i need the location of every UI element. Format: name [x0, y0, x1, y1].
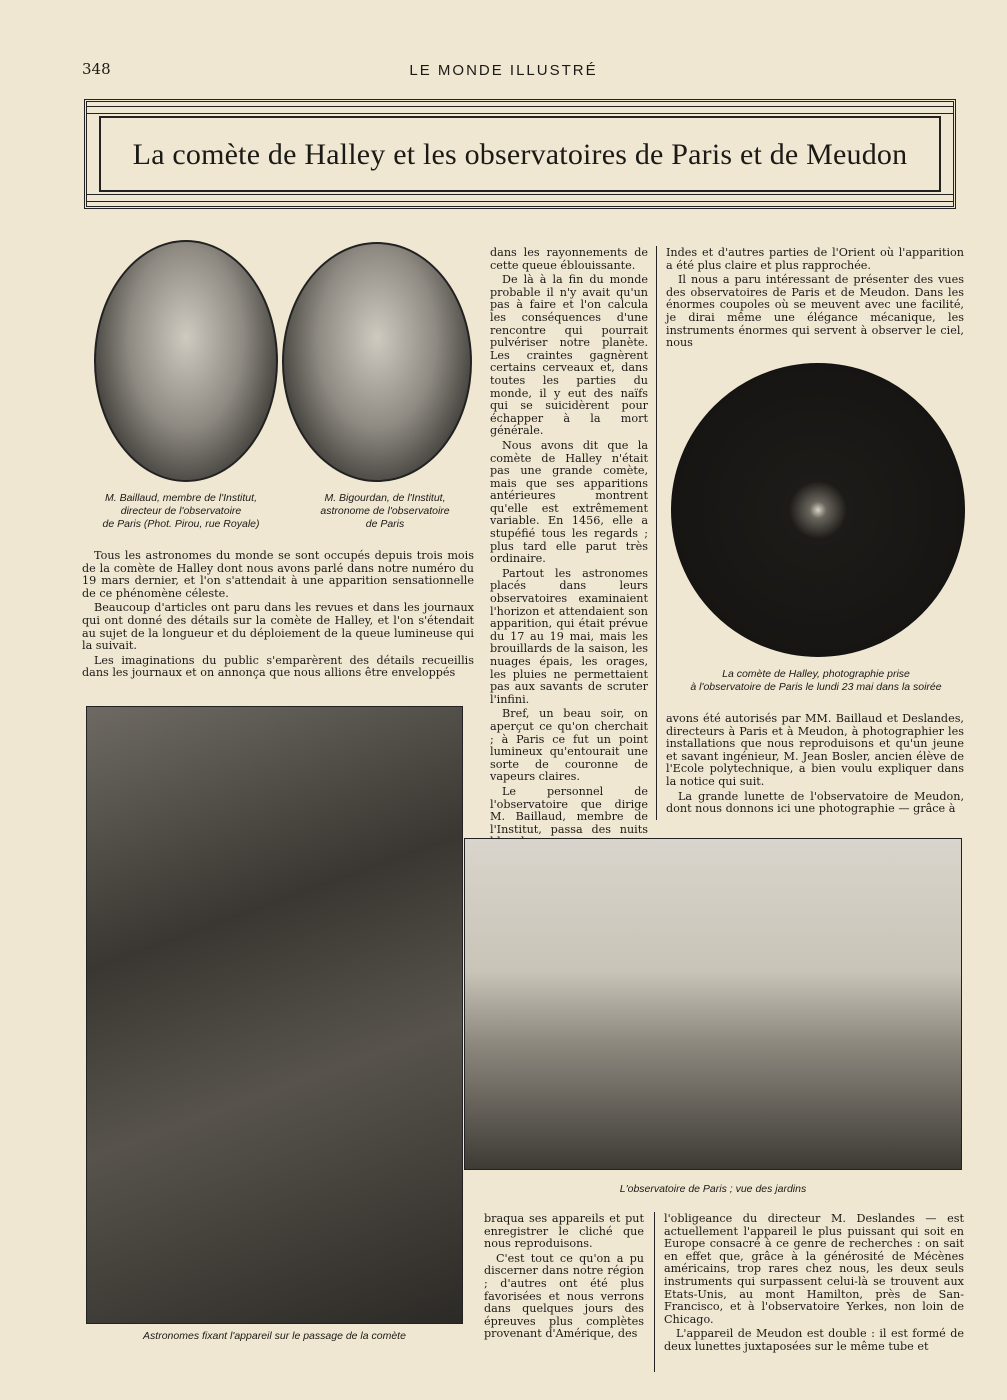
- caption-bigourdan: M. Bigourdan, de l'Institut, astronome de l'observatoire de Paris: [320, 492, 450, 530]
- portrait-bigourdan: [282, 242, 472, 482]
- caption-baillaud: M. Baillaud, membre de l'Institut, directeur de l'observatoire de Paris (Phot. Pirou, rue Royale): [102, 492, 260, 530]
- page-number: 348: [82, 60, 111, 78]
- portrait-baillaud: [94, 240, 278, 482]
- frame-bar-top: [87, 106, 953, 114]
- caption-astronomers: Astronomes fixant l'appareil sur le passage de la comète: [143, 1330, 406, 1342]
- comet-photo: [671, 363, 965, 657]
- caption-comet: La comète de Halley, photographie prise à l'observatoire de Paris le lundi 23 mai dans la soirée: [690, 668, 942, 693]
- column-right-middle: avons été autorisés par MM. Baillaud et Deslandes, directeurs à Paris et à Meudon, à photographier les installations que nous reproduisons et qu'un jeune et savant ingénieur, M. Jean Bosler, ancien élève de l'Ecole polytechnique, a bien voulu expliquer dans la notice qui suit. La grande lunette de l'observatoire de Meudon, dont nous donnons ici une photographie — grâce à: [666, 712, 964, 816]
- column-right-top: Indes et d'autres parties de l'Orient où l'apparition a été plus claire et plus rapprochée. Il nous a paru intéressant de présenter des vues des observatoires de Paris et de Meudon. Dans les énormes coupoles où se meuvent avec une facilité, je dirai même une élégance mécanique, les instruments énormes qui servent à observer le ciel, nous: [666, 246, 964, 350]
- article-title: La comète de Halley et les observatoires de Paris et de Meudon: [132, 138, 908, 171]
- column-rule-bottom: [654, 1212, 655, 1372]
- caption-observatory: L'observatoire de Paris ; vue des jardins: [619, 1183, 807, 1195]
- running-title: LE MONDE ILLUSTRÉ: [409, 62, 598, 79]
- column-bottom-middle: braqua ses appareils et put enregistrer le cliché que nous reproduisons. C'est tout ce qu'on a pu discerner dans notre région ; d'autres ont été plus favorisées et nous verrons dans quelques jours des épreuves plus complètes provenant d'Amérique, des: [484, 1212, 644, 1341]
- frame-bar-bottom: [87, 194, 953, 202]
- column-rule: [656, 246, 657, 820]
- column-bottom-right: l'obligeance du directeur M. Deslandes — est actuellement l'appareil le plus puissant qui soit en Europe consacré à ce genre de recherches : on sait en effet que, grâce à la générosité de Mécènes américains, trop rares chez nous, les deux seuls instruments qui surpassent celui-là se trouvent aux Etats-Unis, au mont Hamilton, près de San-Francisco, et à l'observatoire Yerkes, non loin de Chicago. L'appareil de Meudon est double : il est formé de deux lunettes juxtaposées sur le même tube et: [664, 1212, 964, 1353]
- column-middle: dans les rayonnements de cette queue éblouissante. De là à la fin du monde probable il n'y avait qu'un pas à faire et l'on calcula les conséquences d'une rencontre qui pourrait pulvériser notre planète. Les craintes gagnèrent certains cerveaux et, dans toutes les parties du monde, il y eut des naïfs qui se suicidèrent pour échapper à la mort générale. Nous avons dit que la comète de Halley n'était pas une grande comète, mais que ses apparitions antérieures montrent qu'elle est extrêmement variable. En 1456, elle a stupéfié tous les regards ; plus tard elle parut très ordinaire. Partout les astronomes placés dans leurs observatoires examinaient l'horizon et attendaient son apparition, qui était prévue du 17 au 19 mai, mais les brouillards de la saison, les nuages épais, les orages, les pluies ne permettaient pas aux savants de scruter l'infini. Bref, un beau soir, on aperçut ce qu'on cherchait ; à Paris ce fut un point lumineux qu'entourait une sorte de couronne de vapeurs claires. Le personnel de l'observatoire que dirige M. Baillaud, membre de l'Institut, passa des nuits: [490, 246, 648, 836]
- column-left: Tous les astronomes du monde se sont occupés depuis trois mois de la comète de Halley dont nous avons parlé dans notre numéro du 19 mars dernier, et l'on s'attendait à une apparition sensationnelle de ce phénomène céleste. Beaucoup d'articles ont paru dans les revues et dans les journaux qui ont donné des détails sur la comète de Halley, et l'on s'étendait au sujet de la longueur et du déploiement de la queue lumineuse qui la suivait. Les imaginations du public s'emparèrent des détails recueillis dans les journaux et on annonça que nous allions être enveloppés: [82, 549, 474, 680]
- photo-observatory: [464, 838, 962, 1170]
- photo-astronomers: [86, 706, 463, 1324]
